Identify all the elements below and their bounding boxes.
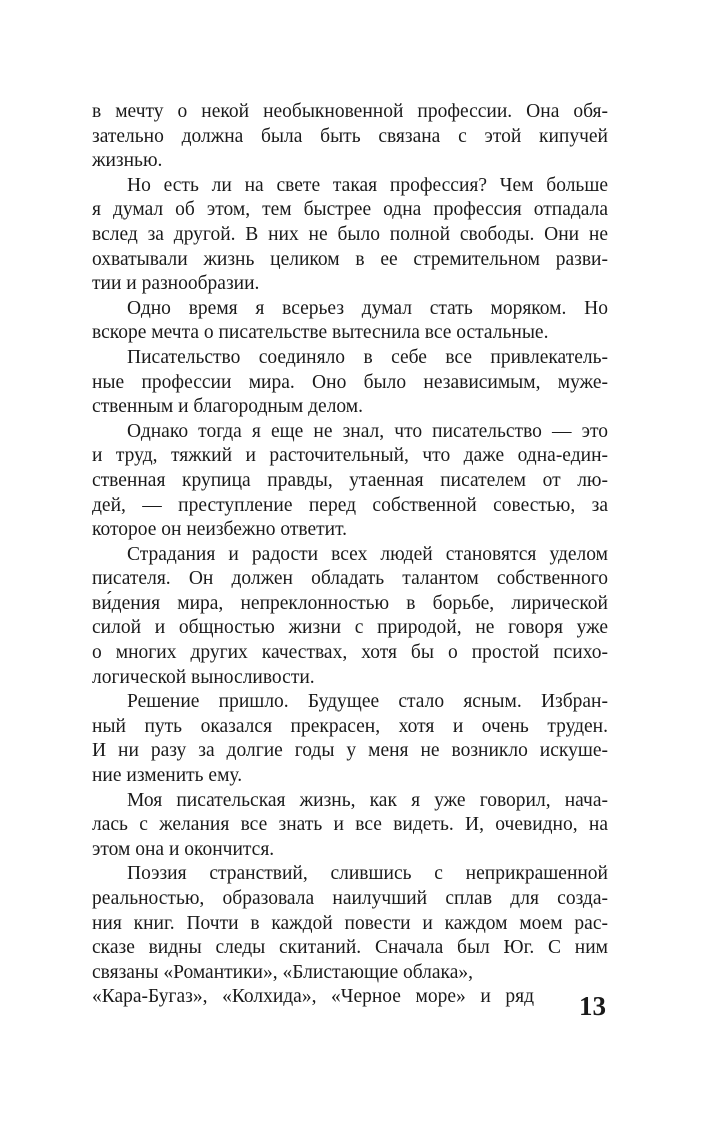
text-line: Одно время я всерьез думал стать моряком. Но: [127, 297, 608, 319]
text-line: этом она и окончится.: [92, 838, 275, 860]
text-line: зательно должна была быть связана с этой кипучей: [92, 125, 608, 147]
text-line: Моя писательская жизнь, как я уже говорил, нача-: [127, 789, 608, 811]
text-line: Решение пришло. Будущее стало ясным. Избран-: [127, 691, 608, 713]
text-line: в мечту о некой необыкновенной профессии. Она обя-: [92, 101, 608, 122]
page-number: 13: [579, 991, 606, 1021]
text-line: которое он неизбежно ответит.: [92, 519, 348, 541]
text-line: ния книг. Почти в каждой повести и каждом моем рас-: [92, 912, 608, 934]
text-line: ный путь оказался прекрасен, хотя и очень труден.: [92, 715, 608, 737]
text-line: о многих других качествах, хотя бы о простой психо-: [92, 642, 608, 664]
body-text: [92, 100, 608, 1010]
text-line: И ни разу за долгие годы у меня не возникло искуше-: [92, 740, 608, 762]
text-line: ственная крупица правды, утаенная писателем от лю-: [92, 469, 608, 491]
text-line: жизнью.: [92, 150, 163, 172]
text-line: Поэзия странствий, слившись с неприкрашенной: [127, 863, 608, 885]
text-line: и труд, тяжкий и расточительный, что даже одна-един-: [92, 445, 608, 467]
text-line: логической выносливости.: [92, 666, 315, 688]
text-line: ные профессии мира. Оно было независимым, муже-: [92, 371, 608, 393]
text-line: «Кара-Бугаз», «Колхида», «Черное море» и ряд: [92, 986, 534, 1008]
text-line: связаны «Романтики», «Блистающие облака»,: [92, 961, 474, 983]
text-line: реальностью, образовала наилучший сплав для созда-: [92, 888, 608, 909]
text-line: тии и разнообразии.: [92, 273, 260, 295]
text-line: Страдания и радости всех людей становятся уделом: [127, 543, 608, 565]
text-line: дей, — преступление перед собственной совестью, за: [92, 494, 608, 516]
text-line: сказе видны следы скитаний. Сначала был Юг. С ним: [92, 937, 608, 959]
text-line: лась с желания все знать и все видеть. И, очевидно, на: [92, 814, 608, 836]
text-line: ви́дения мира, непреклонностью в борьбе, лирической: [92, 592, 608, 614]
text-line: ние изменить ему.: [92, 765, 243, 787]
text-line: вскоре мечта о писательстве вытеснила все остальные.: [92, 322, 549, 344]
text-line: Однако тогда я еще не знал, что писательство — это: [127, 420, 608, 442]
text-line: Но есть ли на свете такая профессия? Чем больше: [127, 174, 608, 196]
text-line: я думал об этом, тем быстрее одна профессия отпадала: [92, 199, 608, 221]
text-line: охватывали жизнь целиком в ее стремительном разви-: [92, 248, 608, 270]
text-line: вслед за другой. В них не было полной свободы. Они не: [92, 223, 608, 245]
text-line: писателя. Он должен обладать талантом собственного: [92, 568, 608, 590]
text-line: ственным и благородным делом.: [92, 396, 364, 418]
text-line: Писательство соединяло в себе все привлекатель-: [127, 346, 608, 368]
text-line: силой и общностью жизни с природой, не говоря уже: [92, 617, 608, 639]
